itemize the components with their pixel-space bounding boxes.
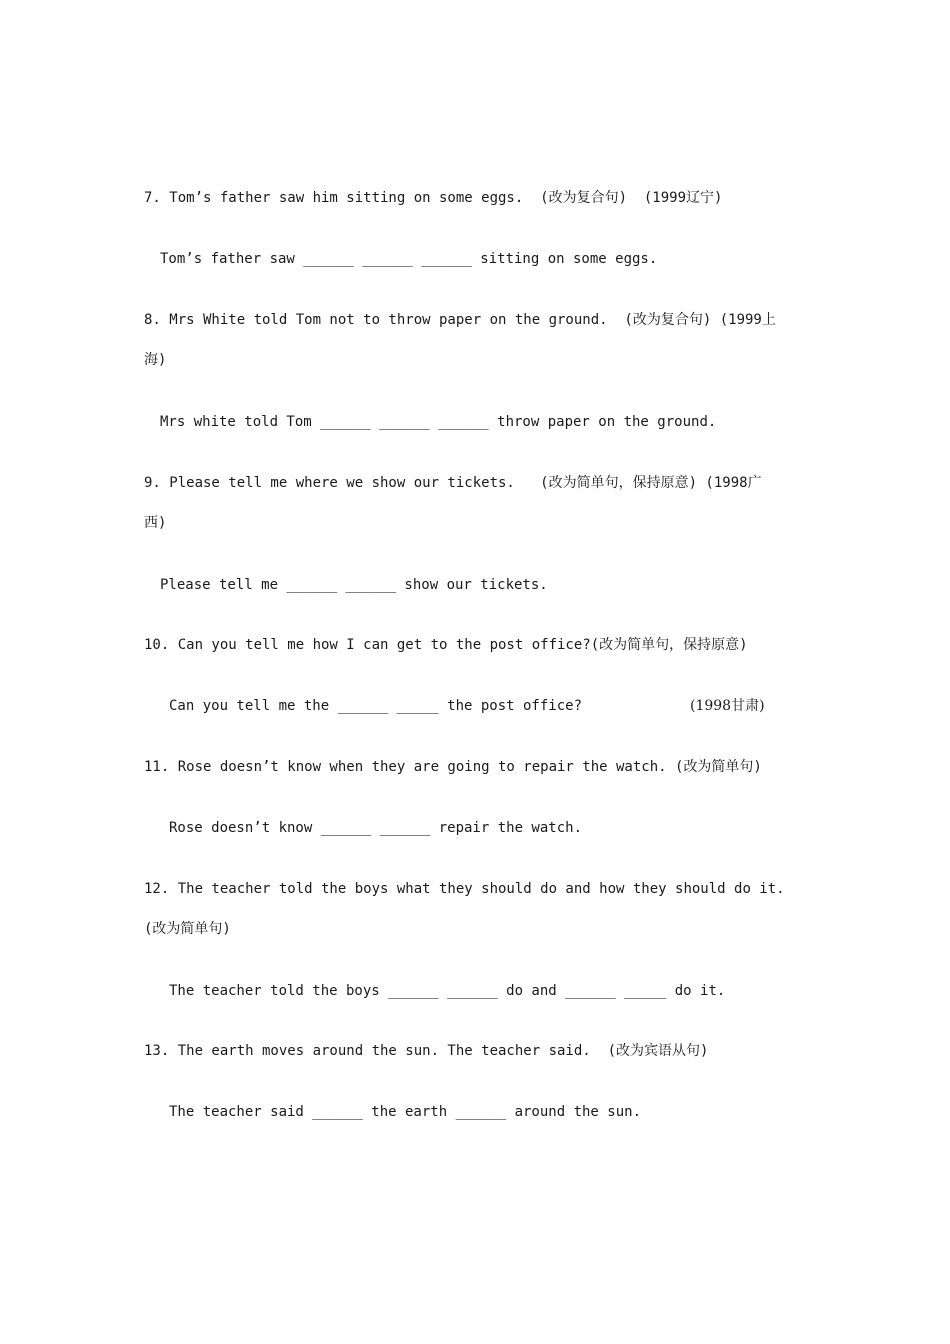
question-13-prompt: 13. The earth moves around the sun. The teacher said. (改为宾语从句) xyxy=(144,1043,709,1059)
question-8-prompt: 8. Mrs White told Tom not to throw paper on the ground. (改为复合句) (1999上 xyxy=(144,312,776,328)
question-12-prompt: 12. The teacher told the boys what they should do and how they should do it. xyxy=(144,881,785,897)
question-8-answer: Mrs white told Tom ______ ______ ______ throw paper on the ground. xyxy=(160,414,717,430)
question-7-prompt: 7. Tom’s father saw him sitting on some eggs. (改为复合句) (1999辽宁) xyxy=(144,190,723,206)
question-8-prompt-continued: 海) xyxy=(144,352,167,368)
question-13-answer: The teacher said ______ the earth ______ around the sun. xyxy=(169,1104,642,1120)
question-12-answer: The teacher told the boys ______ ______ do and ______ _____ do it. xyxy=(169,983,726,999)
question-10-answer: Can you tell me the ______ _____ the post office? xyxy=(169,698,583,714)
question-9-answer: Please tell me ______ ______ show our tickets. xyxy=(160,577,548,593)
question-12-prompt-continued: (改为简单句) xyxy=(144,921,231,937)
question-11-prompt: 11. Rose doesn’t know when they are going to repair the watch. (改为简单句) xyxy=(144,759,762,775)
question-10-answer-tag: (1998甘肃) xyxy=(690,698,765,714)
question-9-prompt: 9. Please tell me where we show our tickets. (改为简单句，保持原意) (1998广 xyxy=(144,475,762,491)
question-9-prompt-continued: 西) xyxy=(144,515,167,531)
question-7-answer: Tom’s father saw ______ ______ ______ sitting on some eggs. xyxy=(160,251,658,267)
question-11-answer: Rose doesn’t know ______ ______ repair the watch. xyxy=(169,820,583,836)
question-10-prompt: 10. Can you tell me how I can get to the post office?(改为简单句，保持原意) xyxy=(144,637,748,653)
